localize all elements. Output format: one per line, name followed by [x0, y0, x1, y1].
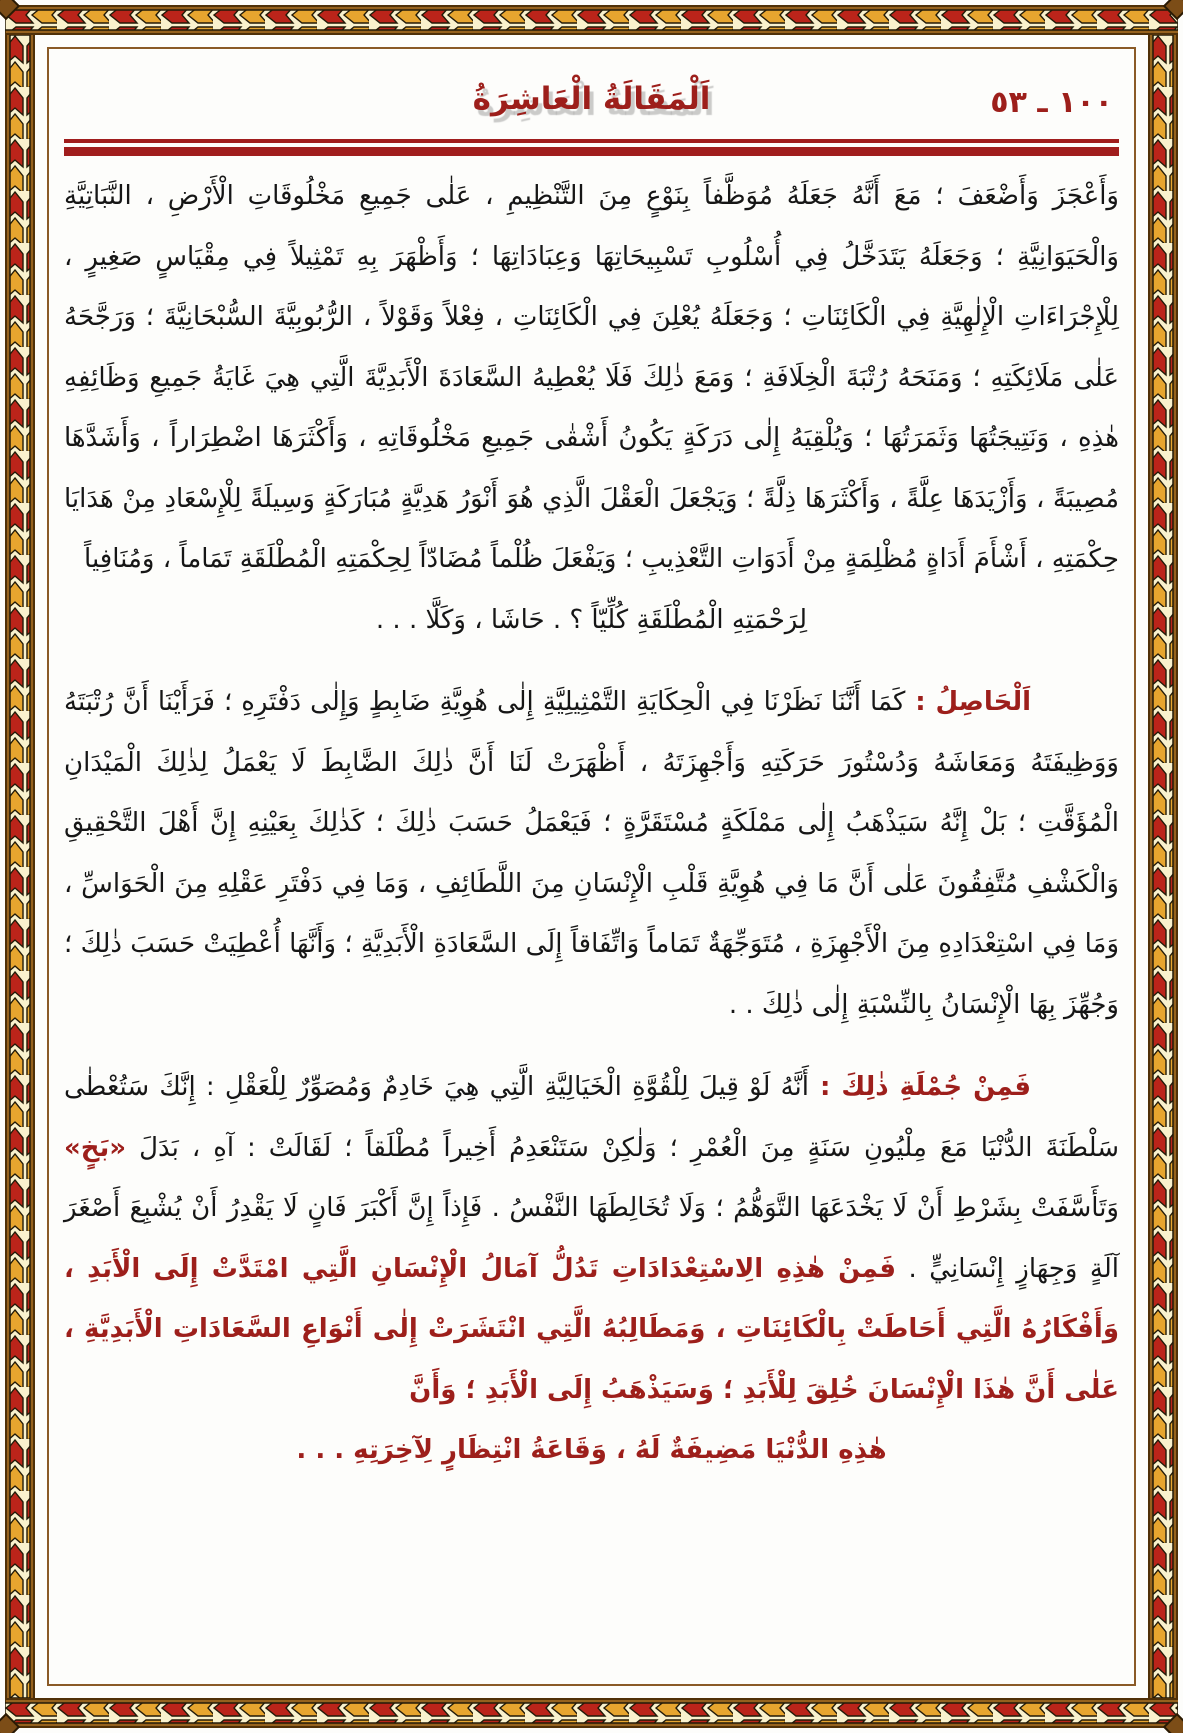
page-content: [49, 49, 1134, 1684]
body-text: [64, 166, 1119, 1481]
header-divider: [64, 139, 1119, 156]
paragraph-1: [64, 166, 1119, 590]
text-run-black: أَنَّهُ لَوْ قِيلَ لِلْقُوَّةِ الْخَيَالِيَّةِ الَّتِي هِيَ خَادِمٌ وَمُصَوِّرٌ لِلْعَقْلِ : إِنَّكَ سَتُعْطٰى سَلْطَنَةَ الدُّنْيَا مَعَ مِلْيُونِ سَنَةٍ مِنَ الْعُمْرِ ؛ وَلٰكِنْ سَتَنْعَدِمُ أَخِيراً مُطْلَقاً ؛ لَقَالَتْ : آهِ ، بَدَلَ: [64, 1072, 1119, 1163]
ornamental-border-bottom: [5, 1698, 1178, 1728]
page-header: [64, 67, 1119, 131]
page-title: اَلْمَقَالَةُ الْعَاشِرَةُ: [472, 81, 711, 117]
text-run-red: فَمِنْ هٰذِهِ الِاسْتِعْدَادَاتِ تَدُلُّ آمَالُ الْإِنْسَانِ الَّتِي امْتَدَّتْ إِلَى الْأَبَدِ ، وَأَفْكَارُهُ الَّتِي أَحَاطَتْ بِالْكَائِنَاتِ ، وَمَطَالِبُهُ الَّتِي انْتَشَرَتْ إِلٰى أَنْوَاعِ السَّعَادَاتِ الْأَبَدِيَّةِ ، عَلٰى أَنَّ هٰذَا الْإِنْسَانَ خُلِقَ لِلْأَبَدِ ؛ وَسَيَذْهَبُ إِلَى الْأَبَدِ ؛ وَأَنَّ: [64, 1253, 1119, 1405]
text-run-black: لِرَحْمَتِهِ الْمُطْلَقَةِ كُلِّيّاً ؟ . حَاشَا ، وَكَلَّا . . .: [375, 604, 808, 635]
text-run-black: كَمَا أَنَّنَا نَظَرْنَا فِي الْحِكَايَةِ التَّمْثِيلِيَّةِ إِلٰى هُوِيَّةِ ضَابِطٍ وَإِلٰى دَفْتَرِهِ ؛ فَرَأَيْنَا أَنَّ رُتْبَتَهُ وَوَظِيفَتَهُ وَمَعَاشَهُ وَدُسْتُورَ حَرَكَتِهِ وَأَجْهِزَتَهُ ، أَظْهَرَتْ لَنَا أَنَّ ذٰلِكَ الضَّابِطَ لَا يَعْمَلُ لِذٰلِكَ الْمَيْدَانِ الْمُؤَقَّتِ ؛ بَلْ إِنَّهُ سَيَذْهَبُ إِلٰى مَمْلَكَةٍ مُسْتَقَرَّةٍ ؛ فَيَعْمَلُ حَسَبَ ذٰلِكَ ؛ كَذٰلِكَ بِعَيْنِهِ إِنَّ أَهْلَ التَّحْقِيقِ وَالْكَشْفِ مُتَّفِقُونَ عَلٰى أَنَّ مَا فِي هُوِيَّةِ قَلْبِ الْإِنْسَانِ مِنَ اللَّطَائِفِ ، وَمَا فِي دَفْتَرِ عَقْلِهِ مِنَ الْحَوَاسِّ ، وَمَا فِي اسْتِعْدَادِهِ مِنَ الْأَجْهِزَةِ ، مُتَوَجِّهَةٌ تَمَاماً وَاتِّفَاقاً إِلَى السَّعَادَةِ الْأَبَدِيَّةِ ؛ وَأَنَّهَا أُعْطِيَتْ حَسَبَ ذٰلِكَ ؛ وَجُهِّزَ بِهَا الْإِنْسَانُ بِالنِّسْبَةِ إِلٰى ذٰلِكَ . .: [64, 687, 1119, 1020]
paragraph-1-closing: [64, 590, 1119, 651]
text-run-red: «بَخٍ»: [64, 1132, 127, 1163]
paragraph-3: [64, 1057, 1119, 1420]
page-number: ١٠٠ ـ ٥٣: [990, 85, 1113, 120]
paragraph-3-closing: [64, 1420, 1119, 1481]
text-run-black: وَتَأَسَّفَتْ بِشَرْطِ أَنْ لَا يَخْدَعَهَا التَّوَهُّمُ ؛ وَلَا تُخَالِطَهَا النَّفْسُ . فَإِذاً إِنَّ أَكْبَرَ فَانٍ لَا يَقْدِرُ أَنْ يُشْبِعَ أَصْغَرَ آلَةٍ وَجِهَازٍ إِنْسَانِيٍّ .: [64, 1193, 1119, 1284]
text-run-red: هٰذِهِ الدُّنْيَا مَضِيفَةٌ لَهُ ، وَقَاعَةُ انْتِظَارٍ لِآخِرَتِهِ . . .: [296, 1435, 887, 1465]
text-run-red: اَلْحَاصِلُ :: [905, 687, 1031, 717]
ornamental-border-right: [1148, 35, 1178, 1698]
ornamental-border-left: [5, 35, 35, 1698]
paragraph-2: [64, 672, 1119, 1035]
text-run-red: فَمِنْ جُمْلَةِ ذٰلِكَ :: [809, 1072, 1031, 1102]
ornamental-border-top: [5, 5, 1178, 35]
text-run-black: وَأَعْجَزَ وَأَضْعَفَ ؛ مَعَ أَنَّهُ جَعَلَهُ مُوَظَّفاً بِنَوْعٍ مِنَ التَّنْظِيمِ ، عَلٰى جَمِيعِ مَخْلُوقَاتِ الْأَرْضِ ، النَّبَاتِيَّةِ وَالْحَيَوَانِيَّةِ ؛ وَجَعَلَهُ يَتَدَخَّلُ فِي أُسْلُوبِ تَسْبِيحَاتِهَا وَعِبَادَاتِهَا ؛ وَأَظْهَرَ بِهِ تَمْثِيلاً فِي مِقْيَاسٍ صَغِيرٍ ، لِلْإِجْرَاءَاتِ الْإِلٰهِيَّةِ فِي الْكَائِنَاتِ ؛ وَجَعَلَهُ يُعْلِنَ فِي الْكَائِنَاتِ ، فِعْلاً وَقَوْلاً ، الرُّبُوبِيَّةَ السُّبْحَانِيَّةَ ؛ وَرَجَّحَهُ عَلٰى مَلَائِكَتِهِ ؛ وَمَنَحَهُ رُتْبَةَ الْخِلَافَةِ ؛ وَمَعَ ذٰلِكَ فَلَا يُعْطِيهُ السَّعَادَةَ الْأَبَدِيَّةَ الَّتِي هِيَ غَايَةُ جَمِيعِ وَظَائِفِهِ هٰذِهِ ، وَنَتِيجَتُهَا وَثَمَرَتُهَا ؛ وَيُلْقِيَهُ إِلٰى دَرَكَةٍ يَكُونُ أَشْقٰى جَمِيعِ مَخْلُوقَاتِهِ ، وَأَكْثَرَهَا اضْطِرَاراً ، وَأَشَدَّهَا مُصِيبَةً ، وَأَزْيَدَهَا عِلَّةً ، وَأَكْثَرَهَا ذِلَّةً ؛ وَيَجْعَلَ الْعَقْلَ الَّذِي هُوَ أَنْوَرُ هَدِيَّةٍ مُبَارَكَةٍ وَسِيلَةً لِلْإِسْعَادِ مِنْ هَدَايَا حِكْمَتِهِ ، أَشْأَمَ أَدَاةٍ مُظْلِمَةٍ مِنْ أَدَوَاتِ التَّعْذِيبِ ؛ وَيَفْعَلَ ظُلْماً مُضَادّاً لِحِكْمَتِهِ الْمُطْلَقَةِ تَمَاماً ، وَمُنَافِياً: [64, 181, 1119, 574]
